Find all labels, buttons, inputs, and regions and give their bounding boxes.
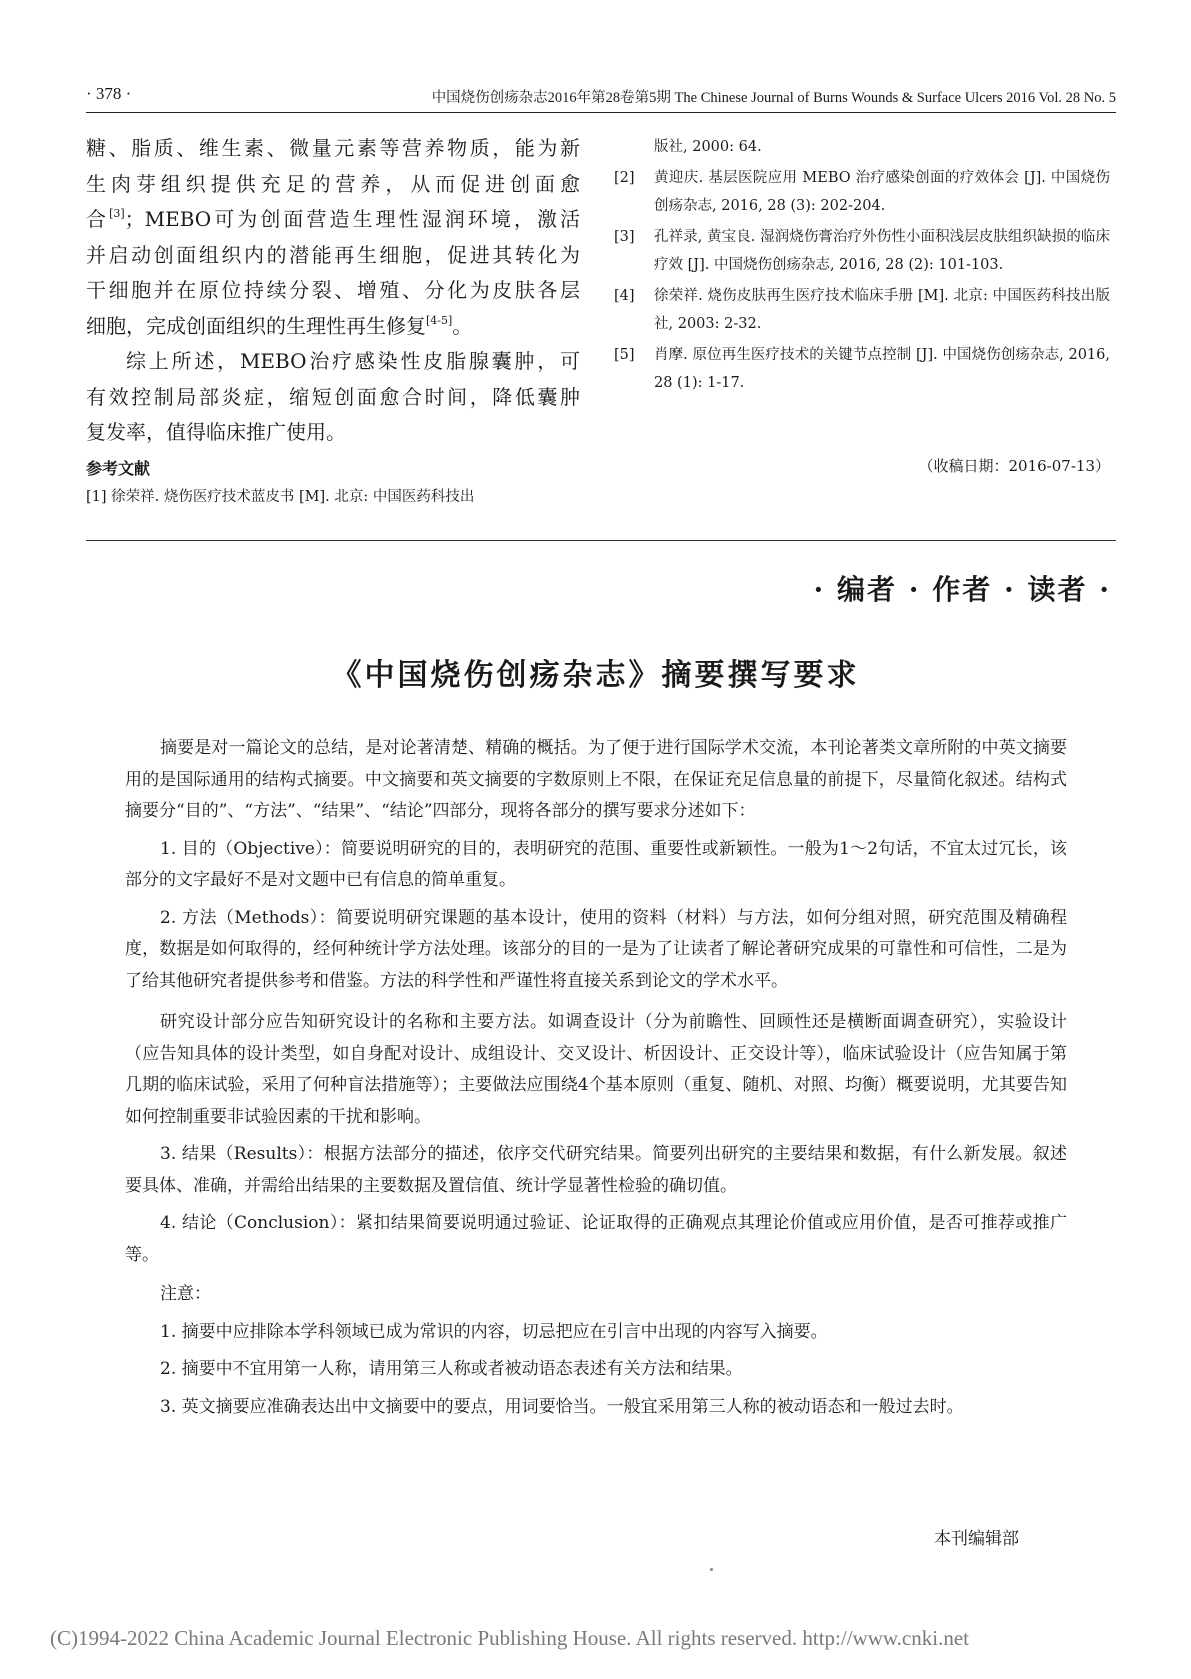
text-line: 糖、脂质、维生素、微量元素等营养物质，能为新 — [86, 136, 580, 160]
section-divider — [86, 540, 1116, 541]
conclusion-paragraph: 4. 结论（Conclusion）：紧扣结果简要说明通过验证、论证取得的正确观点其理论价值或应用价值，是否可推荐或推广等。 — [125, 1213, 1067, 1265]
reference-3: [3] 孔祥录, 黄宝良. 湿润烧伤膏治疗外伤性小面积浅层皮肤组织缺损的临床疗效 [J]. 中国烧伤创疡杂志, 2016, 28 (2): 101-103. — [614, 229, 1110, 273]
copyright-footer: (C)1994-2022 China Academic Journal Electronic Publishing House. All rights reserved. http://www.cnki.net — [50, 1626, 969, 1650]
text-line: 细胞，完成创面组织的生理性再生修复[4-5]。 — [86, 313, 473, 338]
text-line: 生肉芽组织提供充足的营养，从而促进创面愈 — [86, 171, 580, 196]
article-title: 《中国烧伤创疡杂志》摘要撰写要求 — [331, 658, 860, 693]
text-line: 并启动创面组织内的潜能再生细胞，促进其转化为 — [86, 242, 580, 267]
citation-3[interactable]: [3] — [109, 207, 125, 220]
running-title: 中国烧伤创疡杂志2016年第28卷第5期 The Chinese Journal of Burns Wounds & Surface Ulcers 2016 Vol. 28 No. 5 — [431, 90, 1116, 106]
note-item: 2. 摘要中不宜用第一人称，请用第三人称或者被动语态表述有关方法和结果。 — [160, 1359, 743, 1379]
received-date: （收稿日期：2016-07-13） — [918, 457, 1110, 475]
reference-1-continued: 版社, 2000: 64. — [654, 139, 762, 155]
reference-2: [2] 黄迎庆. 基层医院应用 MEBO 治疗感染创面的疗效体会 [J]. 中国烧伤创疡杂志, 2016, 28 (3): 202-204. — [614, 170, 1110, 214]
article-body — [125, 733, 1067, 1429]
design-paragraph: 研究设计部分应告知研究设计的名称和主要方法。如调查设计（分为前瞻性、回顾性还是横断面调查研究），实验设计（应告知具体的设计类型，如自身配对设计、成组设计、交叉设计、析因设计、正交设计等），临床试验设计（应告知属于第几期的临床试验，采用了何种盲法措施等）；主要做法应围绕4个基本原则（重复、随机、对照、均衡）概要说明，尤其要告知如何控制重要非试验因素的干扰和影响。 — [125, 1012, 1067, 1127]
reference-5: [5] 肖摩. 原位再生医疗技术的关键节点控制 [J]. 中国烧伤创疡杂志, 2016, 28 (1): 1-17. — [614, 347, 1110, 391]
page-number: · 378 · — [86, 84, 132, 103]
reference-1: [1] 徐荣祥. 烧伤医疗技术蓝皮书 [M]. 北京: 中国医药科技出 — [86, 488, 475, 505]
reference-4: [4] 徐荣祥. 烧伤皮肤再生医疗技术临床手册 [M]. 北京: 中国医药科技出版社, 2003: 2-32. — [614, 288, 1110, 332]
text-line: 干细胞并在原位持续分裂、增殖、分化为皮肤各层 — [86, 278, 580, 302]
note-item: 3. 英文摘要应准确表达出中文摘要中的要点，用词要恰当。一般宜采用第三人称的被动语态和一般过去时。 — [160, 1396, 964, 1417]
citation-4-5[interactable]: [4-5] — [426, 313, 453, 327]
summary-line: 综上所述，MEBO治疗感染性皮脂腺囊肿，可 — [126, 349, 580, 373]
methods-paragraph: 2. 方法（Methods）：简要说明研究课题的基本设计，使用的资料（材料）与方法，如何分组对照，研究范围及精确程度，数据是如何取得的，经何种统计学方法处理。该部分的目的一是为了让读者了解论著研究成果的可靠性和可信性，二是为了给其他研究者提供参考和借鉴。方法的科学性和严谨性将直接关系到论文的学术水平。 — [125, 907, 1067, 991]
scan-speck — [710, 1568, 713, 1571]
text-line: 合[3]；MEBO可为创面营造生理性湿润环境，激活 — [86, 207, 581, 231]
references-heading: 参考文献 — [86, 458, 151, 478]
note-label: 注意： — [160, 1284, 211, 1304]
summary-line: 有效控制局部炎症，缩短创面愈合时间，降低囊肿 — [86, 384, 580, 409]
summary-line: 复发率，值得临床推广使用。 — [86, 420, 346, 444]
section-tag: · 编者 · 作者 · 读者 · — [813, 573, 1111, 606]
objective-paragraph: 1. 目的（Objective）：简要说明研究的目的，表明研究的范围、重要性或新颖性。一般为1～2句话，不宜太过冗长，该部分的文字最好不是对文题中已有信息的简单重复。 — [125, 838, 1067, 890]
results-paragraph: 3. 结果（Results）：根据方法部分的描述，依序交代研究结果。简要列出研究的主要结果和数据，有什么新发展。叙述要具体、准确，并需给出结果的主要数据及置信值、统计学显著性检验的确切值。 — [125, 1144, 1067, 1196]
note-item: 1. 摘要中应排除本学科领域已成为常识的内容，切忌把应在引言中出现的内容写入摘要。 — [160, 1321, 828, 1342]
intro-paragraph: 摘要是对一篇论文的总结，是对论著清楚、精确的概括。为了便于进行国际学术交流，本刊论著类文章所附的中英文摘要用的是国际通用的结构式摘要。中文摘要和英文摘要的字数原则上不限，在保证充足信息量的前提下，尽量简化叙述。结构式摘要分“目的”、“方法”、“结果”、“结论”四部分，现将各部分的撰写要求分述如下： — [125, 738, 1067, 821]
left-column — [86, 131, 580, 509]
running-header — [86, 84, 1116, 113]
editorial-signature: 本刊编辑部 — [934, 1529, 1019, 1549]
right-column — [614, 133, 1110, 475]
